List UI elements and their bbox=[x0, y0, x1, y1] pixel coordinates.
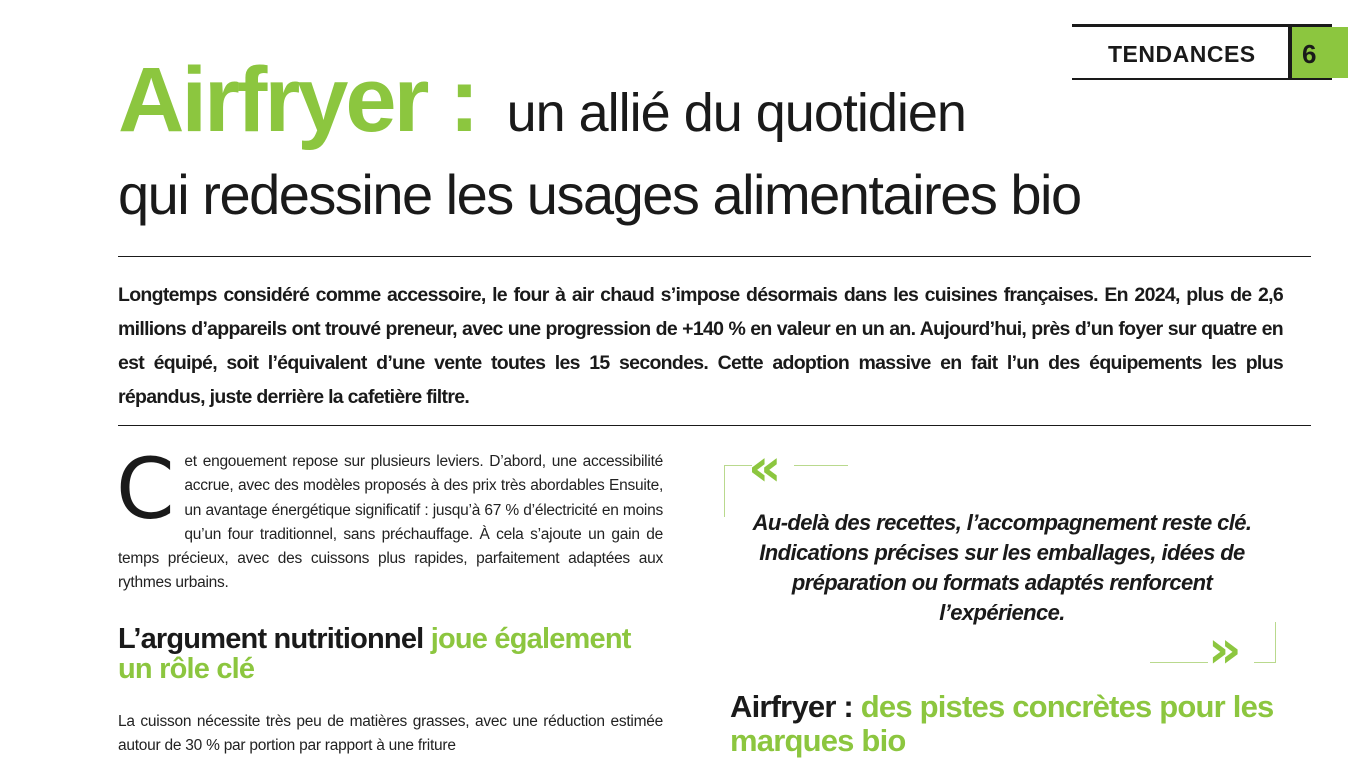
body-paragraph-1 bbox=[116, 440, 663, 596]
section-tab bbox=[1072, 24, 1332, 80]
body-paragraph-1-text: et engouement repose sur plusieurs leviers. D’abord, une accessibilité accrue, avec des modèles proposés à des prix très abordables Ensuite, un avantage énergétique significatif : jusqu’à 67 % d’électricité en moins qu’un four traditionnel, sans préchauffage. À cela s’ajoute un gain de temps précieux, avec des cuissons plus rapides, parfaitement adaptées aux rythmes urbains. bbox=[118, 453, 663, 592]
pull-quote bbox=[724, 438, 1276, 680]
subhead-black-part: L’argument nutritionnel bbox=[118, 622, 424, 655]
page-number: 6 bbox=[1288, 27, 1348, 78]
subhead-brands bbox=[730, 690, 1290, 758]
body-paragraph-2: La cuisson nécessite très peu de matières grasses, avec une réduction estimée autour de 30 % par portion par rapport à une friture bbox=[118, 712, 663, 755]
title-line1-rest: un allié du quotidien bbox=[506, 83, 966, 143]
pull-quote-text: Au-delà des recettes, l’accompagnement reste clé. Indications précises sur les emballages, idées de préparation ou formats adaptés renforcent l’expérience. bbox=[752, 510, 1252, 625]
quote-frame-line bbox=[794, 465, 848, 466]
divider-top bbox=[118, 256, 1311, 257]
drop-cap: C bbox=[116, 440, 175, 538]
subhead-nutrition bbox=[118, 624, 663, 684]
quote-frame-line bbox=[1275, 622, 1276, 662]
title-line2: qui redessine les usages alimentaires bio bbox=[118, 163, 1081, 226]
quote-frame-line bbox=[1254, 662, 1276, 663]
body-column-left bbox=[116, 440, 663, 758]
subhead-right-black: Airfryer : bbox=[730, 689, 853, 724]
subhead-green-part: joue également un rôle clé bbox=[118, 622, 631, 685]
divider-mid bbox=[118, 425, 1311, 426]
close-quote-icon: » bbox=[1208, 620, 1242, 680]
quote-frame-line bbox=[724, 465, 725, 517]
quote-frame-line bbox=[1150, 662, 1208, 663]
section-label: TENDANCES bbox=[1108, 41, 1256, 67]
subhead-right-green: des pistes concrètes pour les marques bio bbox=[730, 689, 1274, 758]
page-title bbox=[118, 50, 966, 163]
open-quote-icon: « bbox=[748, 438, 782, 498]
title-keyword: Airfryer : bbox=[118, 49, 477, 151]
lead-paragraph: Longtemps considéré comme accessoire, le four à air chaud s’impose désormais dans les cuisines françaises. En 2024, plus de 2,6 millions d’appareils ont trouvé preneur, avec une progression de +140 % en valeur en un an. Aujourd’hui, près d’un foyer sur quatre en est équipé, soit l’équivalent d’une vente toutes les 15 secondes. Cette adoption massive en fait l’un des équipements les plus répandus, juste derrière la cafetière filtre. bbox=[118, 284, 1283, 408]
